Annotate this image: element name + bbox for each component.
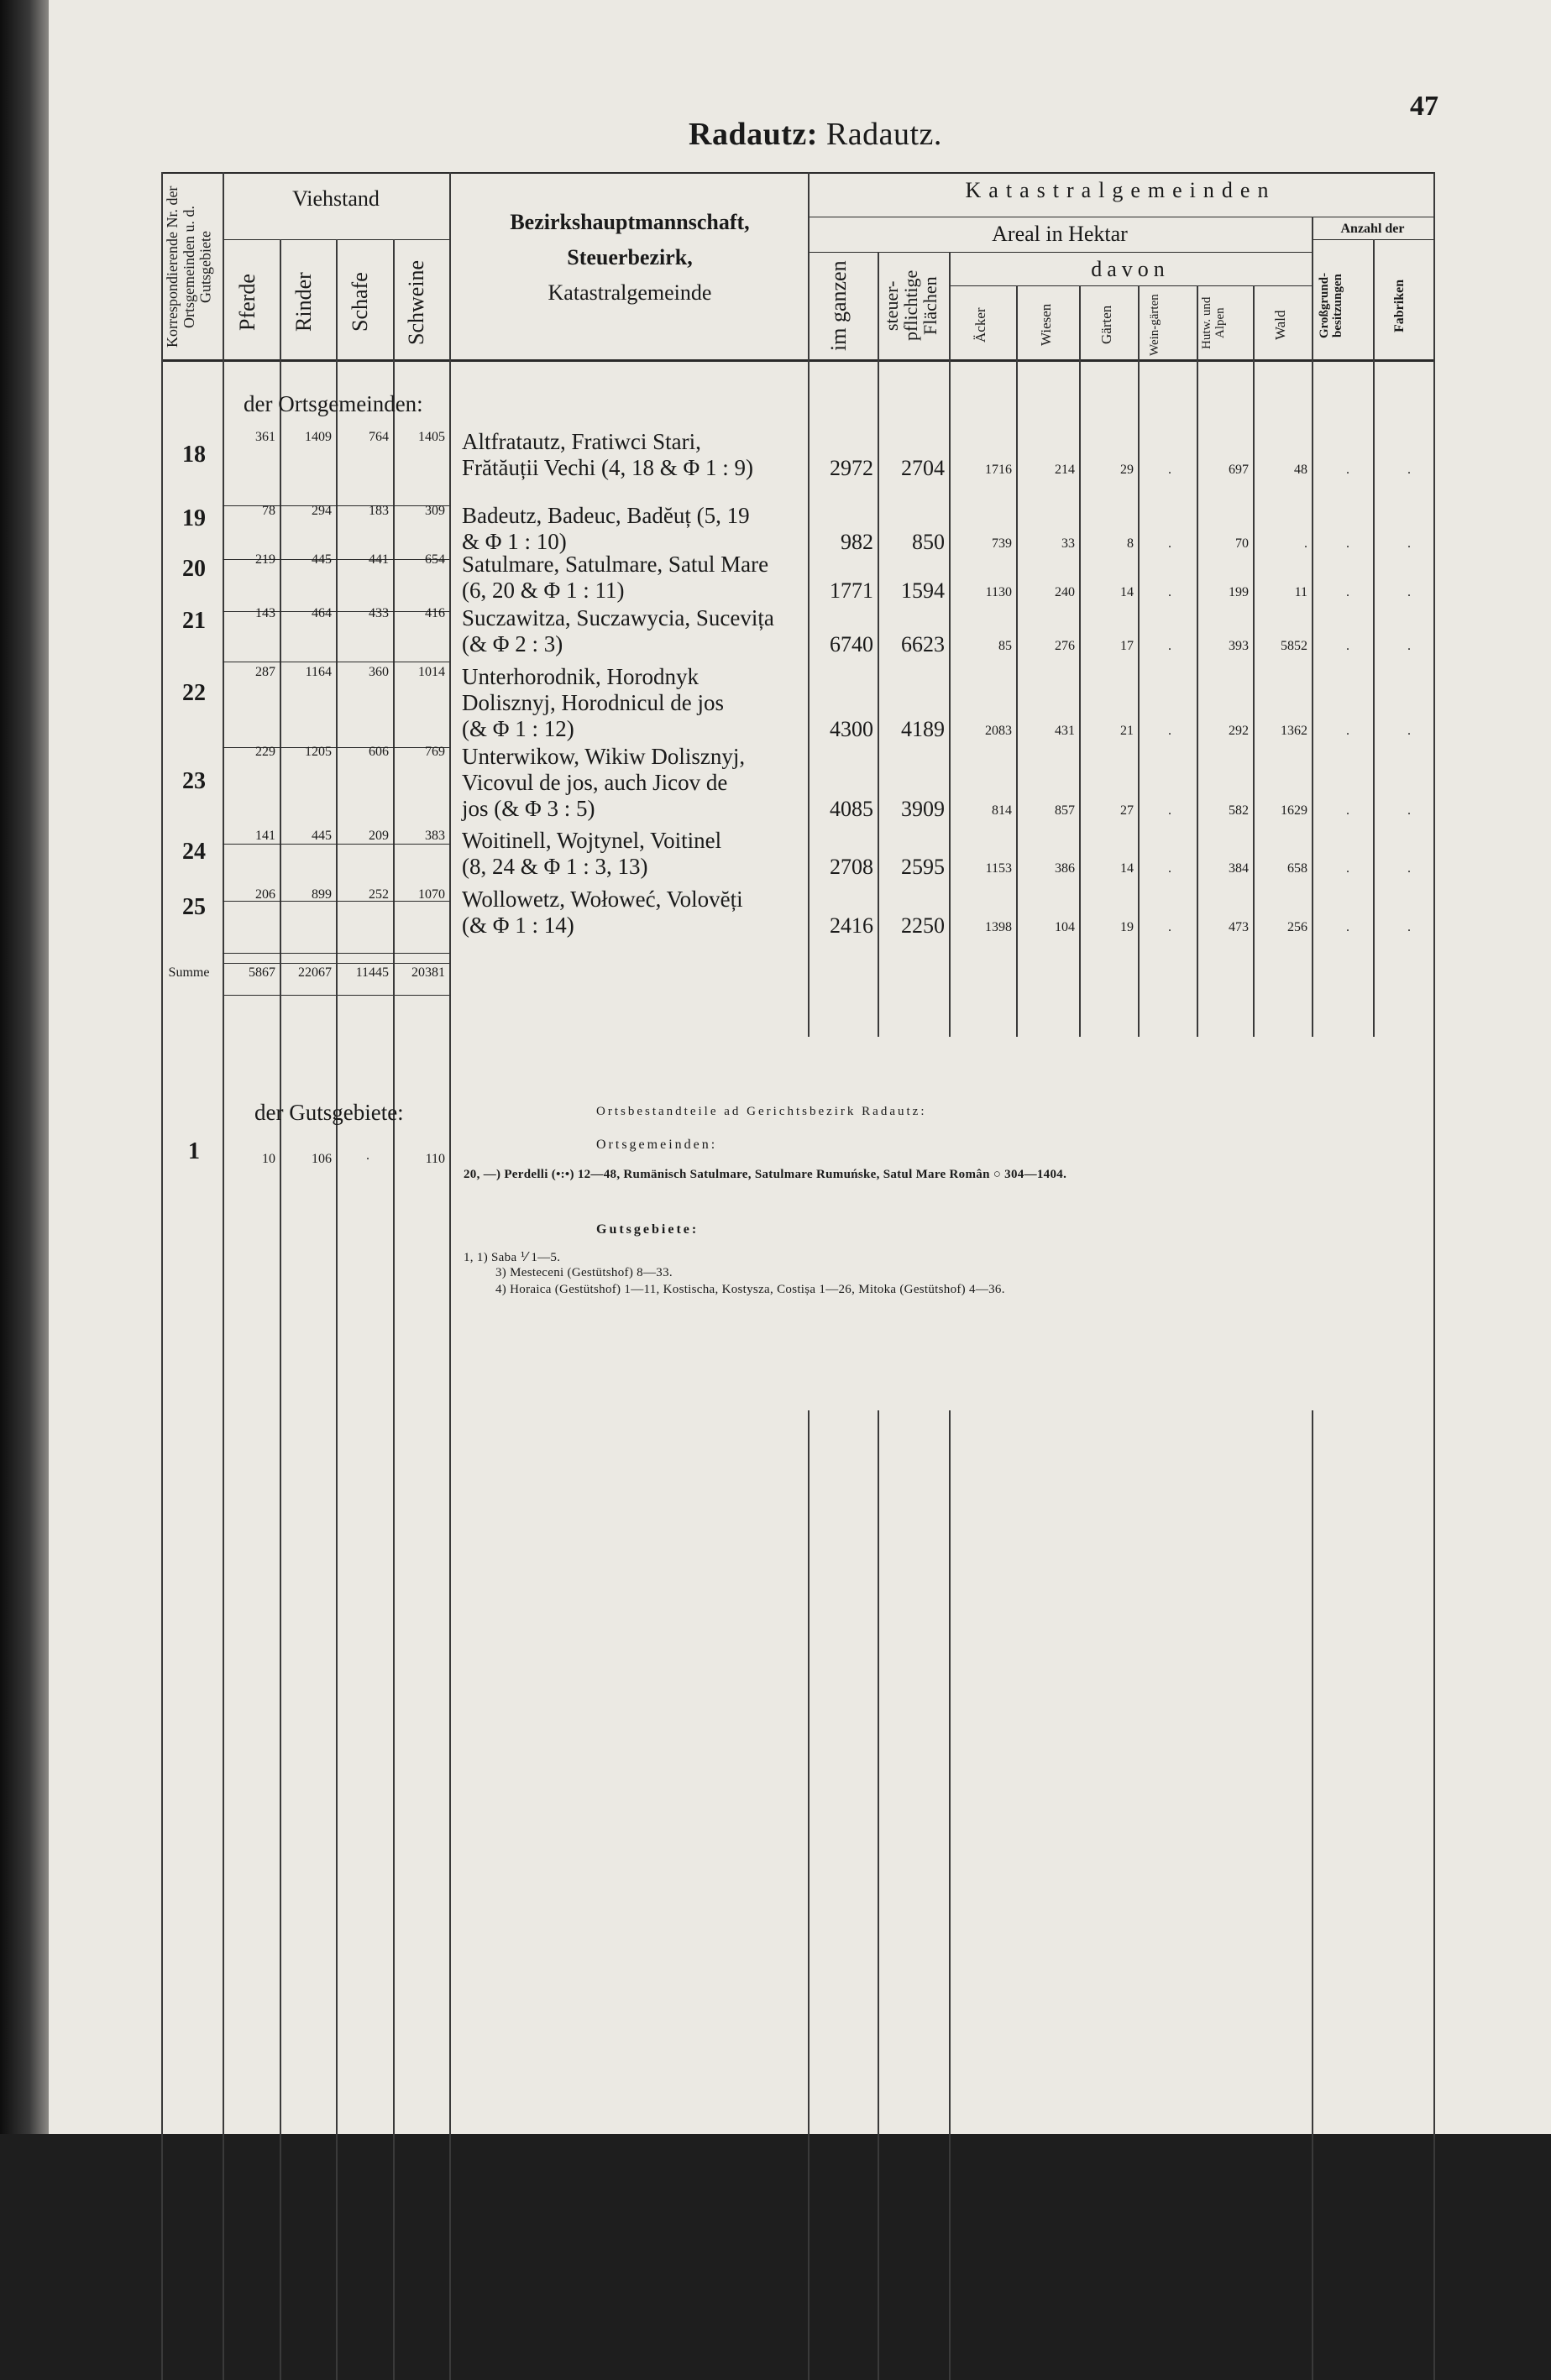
footnote-ortsgemeinden: Ortsgemeinden:: [596, 1138, 718, 1152]
footnote-gutsgebiete: Gutsgebiete:: [596, 1222, 700, 1237]
cell-wald: 48: [1294, 463, 1307, 477]
cell-wiesen: 857: [1055, 803, 1075, 818]
cell-wein: .: [1168, 803, 1171, 818]
cell-hutw: 70: [1235, 536, 1249, 551]
summe-label: Summe: [168, 965, 210, 980]
cell-ganzen: 1771: [830, 578, 873, 603]
cell-steuer: 850: [912, 530, 945, 554]
cell-steuer: 1594: [901, 578, 945, 603]
header-areal: Areal in Hektar: [992, 222, 1128, 246]
header-im-ganzen: im ganzen: [826, 260, 851, 351]
row-separator: [223, 844, 449, 845]
cell-aecker: 739: [992, 536, 1012, 551]
cell-pferde: 78: [262, 504, 275, 518]
cell-schafe: 360: [369, 665, 389, 679]
cell-fabr: .: [1407, 724, 1411, 738]
cell-schweine: 654: [425, 552, 445, 567]
cell-gross: .: [1346, 536, 1349, 551]
cell-gaerten: 29: [1120, 463, 1134, 477]
cell-wald: 1629: [1281, 803, 1307, 818]
row-number: 23: [182, 768, 206, 794]
cell-steuer: 2595: [901, 855, 945, 879]
footnote-heading: Ortsbestandteile ad Gerichtsbezirk Radautz:: [596, 1105, 927, 1118]
cell-steuer: 3909: [901, 797, 945, 821]
header-katastralgemeinden: Katastralgemeinden: [965, 178, 1276, 202]
header-schafe: Schafe: [348, 272, 372, 332]
cell-hutw: 473: [1229, 920, 1249, 934]
katastralgemeinde-name: Woitinell, Wojtynel, Voitinel: [462, 828, 722, 853]
cell-wald: .: [1304, 536, 1307, 551]
header-weingaerten: Wein-gärten: [1148, 294, 1161, 356]
cell-pferde: 287: [255, 665, 275, 679]
cell-schafe: 433: [369, 606, 389, 620]
cell-ganzen: 2416: [830, 913, 873, 938]
header-wald: Wald: [1272, 310, 1288, 340]
section-ortsgemeinden: der Ortsgemeinden:: [244, 391, 423, 416]
cell-schafe: 764: [369, 430, 389, 444]
cell-wein: .: [1168, 724, 1171, 738]
cell-gross: .: [1346, 803, 1349, 818]
footnote-line-1: 20, —) Perdelli (•:•) 12—48, Rumänisch Satulmare, Satulmare Rumuńske, Satul Mare Român ○ 304—1404.: [464, 1168, 1067, 1181]
cell-schafe: 441: [369, 552, 389, 567]
cell-pferde: 206: [255, 887, 275, 902]
cell-schweine: 309: [425, 504, 445, 518]
cell-hutw: 292: [1229, 724, 1249, 738]
header-grossgrund: Großgrund-besitzungen: [1318, 272, 1344, 339]
cell-aecker: 814: [992, 803, 1012, 818]
row-number: 21: [182, 608, 206, 634]
row-number: 24: [182, 839, 206, 865]
cell-rinder: 1164: [305, 665, 332, 679]
cell-aecker: 85: [998, 639, 1012, 653]
header-davon: davon: [1091, 257, 1170, 281]
cell-wald: 11: [1294, 585, 1307, 599]
scan-left-edge: [0, 0, 49, 2134]
header-hutweiden: Hutw. und Alpen: [1200, 296, 1227, 350]
katastralgemeinde-name: jos (& Φ 3 : 5): [462, 796, 595, 821]
cell-steuer: 2250: [901, 913, 945, 938]
cell-hutw: 582: [1229, 803, 1249, 818]
katastralgemeinde-name: (& Φ 1 : 12): [462, 716, 574, 741]
cell-hutw: 199: [1229, 585, 1249, 599]
page-number: 47: [1410, 91, 1438, 122]
footnote-line-3: 3) Mesteceni (Gestütshof) 8—33.: [495, 1266, 673, 1279]
katastralgemeinde-name: (& Φ 1 : 14): [462, 913, 574, 938]
cell-fabr: .: [1407, 639, 1411, 653]
katastralgemeinde-name: (6, 20 & Φ 1 : 11): [462, 578, 625, 603]
cell-wiesen: 276: [1055, 639, 1075, 653]
cell-gaerten: 21: [1120, 724, 1134, 738]
katastralgemeinde-name: Satulmare, Satulmare, Satul Mare: [462, 552, 769, 577]
cell-fabr: .: [1407, 803, 1411, 818]
katastralgemeinde-name: Wollowetz, Wołoweć, Volovĕți: [462, 887, 743, 912]
cell-gross: .: [1346, 585, 1349, 599]
cell-ganzen: 982: [841, 530, 873, 554]
header-gaerten: Gärten: [1098, 305, 1114, 345]
cell-wald: 658: [1287, 861, 1307, 876]
cell-gross: .: [1346, 724, 1349, 738]
katastralgemeinde-name: Unterwikow, Wikiw Dolisznyj,: [462, 744, 746, 769]
page-title: Radautz: Radautz.: [689, 117, 942, 152]
cell-rinder: 899: [312, 887, 332, 902]
cell-aecker: 2083: [985, 724, 1012, 738]
cell-fabr: .: [1407, 463, 1411, 477]
row-number: 18: [182, 442, 206, 468]
cell-aecker: 1130: [985, 585, 1012, 599]
cell-hutw: 384: [1229, 861, 1249, 876]
cell-aecker: 1398: [985, 920, 1012, 934]
row-number: 22: [182, 680, 206, 706]
cell-schafe: 252: [369, 887, 389, 902]
cell-schafe: 209: [369, 829, 389, 843]
cell-rinder: 1205: [305, 745, 332, 759]
cell-ganzen: 4085: [830, 797, 873, 821]
summe-pferde: 5867: [249, 965, 275, 980]
cell-pferde: 219: [255, 552, 275, 567]
cell-gross: .: [1346, 861, 1349, 876]
cell-wiesen: 240: [1055, 585, 1075, 599]
cell-wiesen: 104: [1055, 920, 1075, 934]
cell-pferde: 141: [255, 829, 275, 843]
footnote-line-2: 1, 1) Saba ⅟ 1—5.: [464, 1251, 561, 1264]
guts-pferde: 10: [262, 1152, 275, 1166]
katastralgemeinde-name: & Φ 1 : 10): [462, 529, 567, 554]
guts-schafe: .: [366, 1148, 369, 1163]
cell-wald: 256: [1287, 920, 1307, 934]
cell-wiesen: 33: [1061, 536, 1075, 551]
cell-gross: .: [1346, 463, 1349, 477]
cell-rinder: 464: [312, 606, 332, 620]
cell-gross: .: [1346, 639, 1349, 653]
header-steuerpflichtige: steuer-pflichtige Flächen: [881, 269, 941, 342]
cell-schweine: 1405: [418, 430, 445, 444]
katastralgemeinde-name: Altfratautz, Fratiwci Stari,: [462, 429, 701, 454]
cell-pferde: 229: [255, 745, 275, 759]
cell-rinder: 445: [312, 552, 332, 567]
katastralgemeinde-name: Badeutz, Badeuc, Badĕuț (5, 19: [462, 503, 750, 528]
cell-wein: .: [1168, 639, 1171, 653]
cell-rinder: 445: [312, 829, 332, 843]
katastralgemeinde-name: (& Φ 2 : 3): [462, 631, 563, 656]
guts-schweine: 110: [425, 1152, 445, 1166]
cell-steuer: 2704: [901, 456, 945, 480]
cell-wein: .: [1168, 536, 1171, 551]
header-rinder: Rinder: [291, 272, 316, 332]
cell-wald: 5852: [1281, 639, 1307, 653]
cell-gaerten: 14: [1120, 585, 1134, 599]
cell-aecker: 1153: [985, 861, 1012, 876]
footnote-line-4: 4) Horaica (Gestütshof) 1—11, Kostischa, Kostysza, Costișa 1—26, Mitoka (Gestütshof) 4—36.: [495, 1283, 1005, 1296]
cell-pferde: 361: [255, 430, 275, 444]
cell-schweine: 769: [425, 745, 445, 759]
cell-hutw: 697: [1229, 463, 1249, 477]
cell-wiesen: 431: [1055, 724, 1075, 738]
guts-rinder: 106: [312, 1152, 332, 1166]
row-number: 20: [182, 556, 206, 582]
cell-pferde: 143: [255, 606, 275, 620]
cell-schweine: 1014: [418, 665, 445, 679]
cell-schweine: 1070: [418, 887, 445, 902]
cell-schweine: 383: [425, 829, 445, 843]
katastralgemeinde-name: Unterhorodnik, Horodnyk: [462, 664, 699, 689]
cell-gaerten: 8: [1127, 536, 1134, 551]
cell-ganzen: 6740: [830, 632, 873, 656]
katastralgemeinde-name: (8, 24 & Φ 1 : 3, 13): [462, 854, 648, 879]
cell-wiesen: 214: [1055, 463, 1075, 477]
katastralgemeinde-name: Suczawitza, Suczawycia, Sucevița: [462, 605, 774, 630]
row-number: 19: [182, 505, 206, 531]
cell-ganzen: 2708: [830, 855, 873, 879]
cell-wiesen: 386: [1055, 861, 1075, 876]
section-gutsgebiete: der Gutsgebiete:: [254, 1100, 404, 1125]
cell-fabr: .: [1407, 861, 1411, 876]
header-wiesen: Wiesen: [1038, 303, 1054, 347]
cell-schafe: 606: [369, 745, 389, 759]
header-bezirk-3: Katastralgemeinde: [548, 280, 712, 305]
cell-steuer: 6623: [901, 632, 945, 656]
summe-schweine: 20381: [411, 965, 445, 980]
cell-steuer: 4189: [901, 717, 945, 741]
katastralgemeinde-name: Vicovul de jos, auch Jicov de: [462, 770, 728, 795]
header-anzahl: Anzahl der: [1340, 222, 1405, 236]
cell-schweine: 416: [425, 606, 445, 620]
cell-rinder: 294: [312, 504, 332, 518]
header-bezirk-1: Bezirkshauptmannschaft,: [510, 210, 750, 234]
cell-gaerten: 17: [1120, 639, 1134, 653]
guts-row-number: 1: [188, 1138, 200, 1164]
cell-gaerten: 27: [1120, 803, 1134, 818]
katastralgemeinde-name: Frătăuții Vechi (4, 18 & Φ 1 : 9): [462, 455, 753, 480]
cell-rinder: 1409: [305, 430, 332, 444]
header-fabriken: Fabriken: [1392, 279, 1407, 332]
header-aecker: Äcker: [972, 307, 988, 343]
cell-gaerten: 19: [1120, 920, 1134, 934]
cell-wein: .: [1168, 463, 1171, 477]
cell-fabr: .: [1407, 536, 1411, 551]
cell-aecker: 1716: [985, 463, 1012, 477]
cell-wald: 1362: [1281, 724, 1307, 738]
row-number: 25: [182, 894, 206, 920]
cell-wein: .: [1168, 861, 1171, 876]
header-bezirk-2: Steuerbezirk,: [567, 245, 693, 269]
cell-ganzen: 2972: [830, 456, 873, 480]
cell-fabr: .: [1407, 585, 1411, 599]
header-viehstand: Viehstand: [292, 186, 380, 211]
row-separator: [223, 953, 449, 954]
cell-gaerten: 14: [1120, 861, 1134, 876]
cell-hutw: 393: [1229, 639, 1249, 653]
katastralgemeinde-name: Dolisznyj, Horodnicul de jos: [462, 690, 724, 715]
cell-gross: .: [1346, 920, 1349, 934]
cell-fabr: .: [1407, 920, 1411, 934]
cell-wein: .: [1168, 585, 1171, 599]
cell-ganzen: 4300: [830, 717, 873, 741]
header-korr-nr: Korrespondierende Nr. der Ortsgemeinden u. d. Gutsgebiete: [164, 186, 214, 348]
summe-schafe: 11445: [355, 965, 389, 980]
summe-rinder: 22067: [298, 965, 332, 980]
cell-wein: .: [1168, 920, 1171, 934]
cell-schafe: 183: [369, 504, 389, 518]
header-schweine: Schweine: [404, 259, 428, 345]
header-pferde: Pferde: [235, 274, 259, 331]
